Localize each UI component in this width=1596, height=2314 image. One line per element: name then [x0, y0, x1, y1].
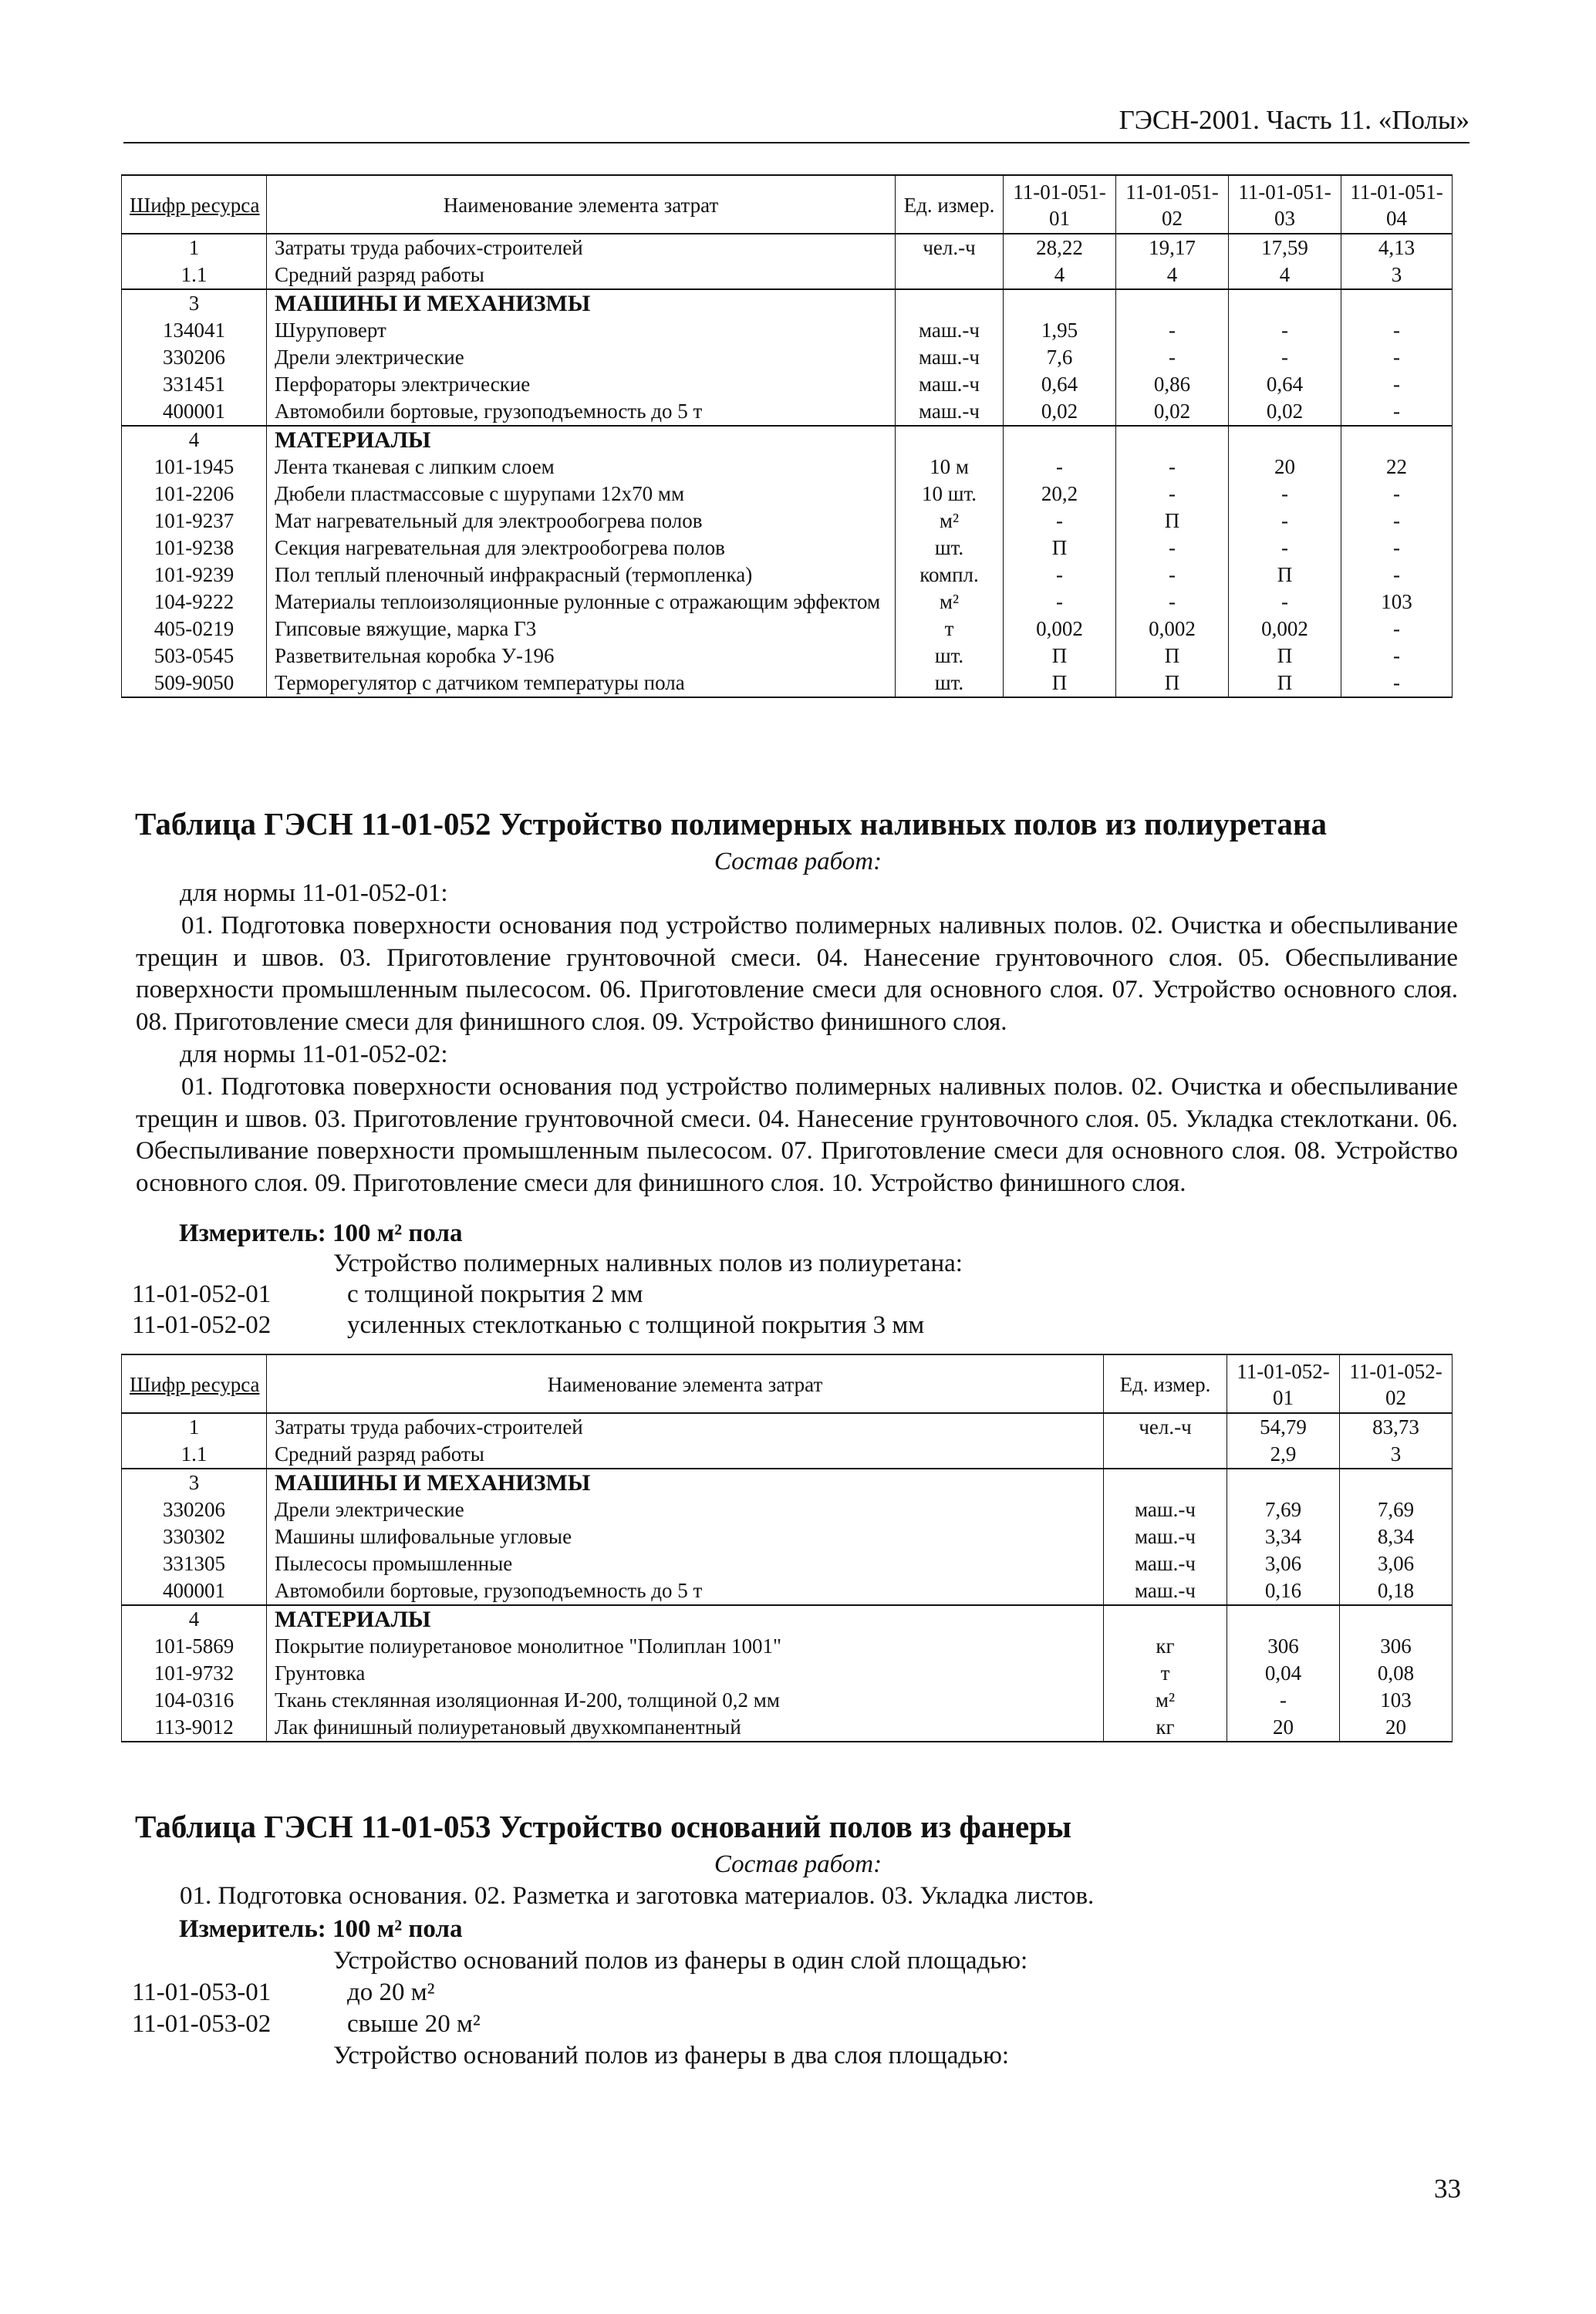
norm-value: -: [1341, 398, 1453, 426]
norm-value: П: [1116, 670, 1229, 697]
resource-code: 503-0545: [122, 643, 267, 670]
norm-value: П: [1004, 535, 1116, 562]
norm-value: [1340, 1469, 1453, 1496]
resource-name: Покрытие полиуретановое монолитное "Полиплан 1001": [267, 1633, 1104, 1660]
resource-name: МАШИНЫ И МЕХАНИЗМЫ: [267, 1469, 1104, 1496]
resource-name: Дрели электрические: [267, 1496, 1104, 1523]
col-header-code: Шифр ресурса: [122, 1354, 267, 1413]
resource-name: Грунтовка: [267, 1660, 1104, 1687]
resource-unit: маш.-ч: [1104, 1523, 1227, 1550]
norm-value: П: [1229, 562, 1341, 589]
norm-value: П: [1004, 643, 1116, 670]
resource-name: Средний разряд работы: [267, 1441, 1104, 1469]
resource-code: 1: [122, 1413, 267, 1441]
norm-description: усиленных стеклотканью с толщиной покрытия 3 мм: [347, 1311, 925, 1339]
norm-value: 4: [1116, 261, 1229, 289]
resource-name: МАТЕРИАЛЫ: [267, 426, 896, 454]
table-row: [122, 589, 1453, 616]
resource-name: Пол теплый пленочный инфракрасный (термопленка): [267, 562, 896, 589]
work-composition-text: 01. Подготовка поверхности основания под устройство полимерных наливных полов. 02. Очистка и обеспыливание трещин и швов. 03. Приготовление грунтовочной смеси. 04. Нанесение грунтовочного слоя. 05. Обеспыливание поверхности промышленным пылесосом. 06. Приготовление смеси для основного слоя. 07. Устройство основного слоя. 08. Приготовление смеси для финишного слоя. 09. Устройство финишного слоя.: [136, 912, 1458, 1036]
table-row: [122, 344, 1453, 371]
resource-name: МАТЕРИАЛЫ: [267, 1605, 1104, 1633]
norm-label: для нормы 11-01-052-01:: [180, 879, 448, 907]
resource-code: 101-9239: [122, 562, 267, 589]
table-row: [122, 289, 1453, 317]
col-header-name: Наименование элемента затрат: [267, 175, 896, 234]
resource-code: 101-5869: [122, 1633, 267, 1660]
norm-value: -: [1341, 670, 1453, 697]
table-row: [122, 508, 1453, 535]
running-header: ГЭСН-2001. Часть 11. «Полы»: [123, 103, 1469, 143]
norm-code: 11-01-052-02: [132, 1311, 272, 1339]
norm-value: 83,73: [1340, 1413, 1453, 1441]
norm-value: 103: [1341, 589, 1453, 616]
norm-value: 0,02: [1229, 398, 1341, 426]
resource-code: 3: [122, 289, 267, 317]
table-row: [122, 398, 1453, 426]
norm-value: [1004, 426, 1116, 454]
norm-value: -: [1116, 481, 1229, 508]
resource-unit: компл.: [896, 562, 1004, 589]
page-number: 33: [1434, 2174, 1461, 2204]
norm-value: [1116, 426, 1229, 454]
table-row: [122, 1550, 1453, 1577]
resource-code: 330302: [122, 1523, 267, 1550]
norm-value: -: [1341, 317, 1453, 344]
norm-value: 103: [1340, 1687, 1453, 1714]
norm-value: 3: [1340, 1441, 1453, 1469]
col-header-unit: Ед. измер.: [896, 175, 1004, 234]
norm-value: -: [1004, 562, 1116, 589]
resource-code: 405-0219: [122, 616, 267, 643]
norm-value: -: [1341, 616, 1453, 643]
norm-value: П: [1229, 643, 1341, 670]
norm-value: 0,08: [1340, 1660, 1453, 1687]
measure-label: Измеритель:: [179, 1915, 326, 1943]
norm-value: 0,002: [1229, 616, 1341, 643]
table-row: [122, 426, 1453, 454]
section-title-053: Таблица ГЭСН 11-01-053 Устройство оснований полов из фанеры: [135, 1809, 1071, 1844]
resource-unit: чел.-ч: [896, 234, 1004, 261]
norm-value: 17,59: [1229, 234, 1341, 261]
resource-name: Дрели электрические: [267, 344, 896, 371]
norm-value: -: [1004, 589, 1116, 616]
subtitle: Устройство оснований полов из фанеры в два слоя площадью:: [333, 2042, 1010, 2069]
norm-value: 28,22: [1004, 234, 1116, 261]
norm-value: [1227, 1605, 1340, 1633]
resource-name: Автомобили бортовые, грузоподъемность до 5 т: [267, 1577, 1104, 1605]
resource-name: Шуруповерт: [267, 317, 896, 344]
resource-unit: чел.-ч: [1104, 1413, 1227, 1441]
col-header-norm: 11-01-051-01: [1004, 175, 1116, 234]
resource-unit: [1104, 1469, 1227, 1496]
resource-name: Автомобили бортовые, грузоподъемность до 5 т: [267, 398, 896, 426]
norm-value: 19,17: [1116, 234, 1229, 261]
resource-code: 4: [122, 1605, 267, 1633]
resource-code: 113-9012: [122, 1714, 267, 1742]
resource-code: 101-9238: [122, 535, 267, 562]
table-body: [122, 234, 1453, 697]
resource-code: 101-9237: [122, 508, 267, 535]
measure-line: [179, 1913, 462, 1945]
resource-code: 400001: [122, 1577, 267, 1605]
resource-name: МАШИНЫ И МЕХАНИЗМЫ: [267, 289, 896, 317]
norm-value: -: [1229, 508, 1341, 535]
norm-value: 22: [1341, 454, 1453, 481]
measure-value: 100 м² пола: [332, 1915, 463, 1943]
table-row: [122, 1714, 1453, 1742]
norm-code: 11-01-052-01: [132, 1280, 272, 1308]
resource-name: Машины шлифовальные угловые: [267, 1523, 1104, 1550]
table-row: [122, 1413, 1453, 1441]
norm-value: 20,2: [1004, 481, 1116, 508]
norm-value: -: [1116, 535, 1229, 562]
subtitle: Устройство оснований полов из фанеры в один слой площадью:: [333, 1947, 1028, 1975]
resource-code: 400001: [122, 398, 267, 426]
resource-code: 101-9732: [122, 1660, 267, 1687]
norm-description: свыше 20 м²: [347, 2010, 481, 2038]
norm-value: -: [1341, 344, 1453, 371]
norm-value: 4: [1004, 261, 1116, 289]
resource-name: Дюбели пластмассовые с шурупами 12х70 мм: [267, 481, 896, 508]
norm-value: -: [1341, 562, 1453, 589]
norm-value: 3,06: [1227, 1550, 1340, 1577]
resource-code: 330206: [122, 1496, 267, 1523]
norm-value: -: [1116, 454, 1229, 481]
norm-value: 4,13: [1341, 234, 1453, 261]
work-composition-text: 01. Подготовка поверхности основания под устройство полимерных наливных полов. 02. Очистка и обеспыливание трещин и швов. 03. Приготовление грунтовочной смеси. 04. Нанесение грунтовочного слоя. 05. Укладка стеклоткани. 06. Обеспыливание поверхности промышленным пылесосом. 07. Приготовление смеси для основного слоя. 08. Устройство основного слоя. 09. Приготовление смеси для финишного слоя. 10. Устройство финишного слоя.: [136, 1073, 1458, 1197]
norm-value: 0,04: [1227, 1660, 1340, 1687]
resource-code: 101-2206: [122, 481, 267, 508]
resource-code: 4: [122, 426, 267, 454]
norm-value: -: [1341, 535, 1453, 562]
norm-value: 306: [1340, 1633, 1453, 1660]
resource-table-052: [121, 1354, 1453, 1742]
section-title-052: Таблица ГЭСН 11-01-052 Устройство полимерных наливных полов из полиуретана: [135, 806, 1328, 842]
table-row: [122, 1469, 1453, 1496]
norm-value: -: [1116, 562, 1229, 589]
table-row: [122, 454, 1453, 481]
norm-value: -: [1229, 589, 1341, 616]
norm-value: 0,86: [1116, 371, 1229, 398]
norm-value: 20: [1227, 1714, 1340, 1742]
norm-value: -: [1004, 508, 1116, 535]
measure-line: [179, 1217, 462, 1250]
norm-value: 0,18: [1340, 1577, 1453, 1605]
resource-unit: шт.: [896, 535, 1004, 562]
resource-unit: маш.-ч: [896, 398, 1004, 426]
norm-value: 8,34: [1340, 1523, 1453, 1550]
norm-value: П: [1229, 670, 1341, 697]
resource-name: Лак финишный полиуретановый двухкомпанентный: [267, 1714, 1104, 1742]
resource-name: Затраты труда рабочих-строителей: [267, 234, 896, 261]
norm-value: -: [1116, 317, 1229, 344]
norm-value: 1,95: [1004, 317, 1116, 344]
resource-name: Терморегулятор с датчиком температуры пола: [267, 670, 896, 697]
norm-value: П: [1116, 643, 1229, 670]
norm-value: [1116, 289, 1229, 317]
resource-unit: т: [1104, 1660, 1227, 1687]
norm-value: 54,79: [1227, 1413, 1340, 1441]
norm-value: 0,002: [1116, 616, 1229, 643]
resource-code: 3: [122, 1469, 267, 1496]
resource-code: 1.1: [122, 1441, 267, 1469]
resource-unit: кг: [1104, 1633, 1227, 1660]
resource-code: 509-9050: [122, 670, 267, 697]
norm-value: -: [1229, 535, 1341, 562]
table-row: [122, 1605, 1453, 1633]
norm-code: 11-01-053-02: [132, 2010, 272, 2038]
norm-value: [1227, 1469, 1340, 1496]
norm-value: [1341, 289, 1453, 317]
resource-code: 104-0316: [122, 1687, 267, 1714]
table-row: [122, 562, 1453, 589]
resource-unit: шт.: [896, 670, 1004, 697]
norm-value: 306: [1227, 1633, 1340, 1660]
resource-code: 1.1: [122, 261, 267, 289]
resource-unit: 10 м: [896, 454, 1004, 481]
resource-name: Перфораторы электрические: [267, 371, 896, 398]
resource-name: Разветвительная коробка У-196: [267, 643, 896, 670]
norm-value: -: [1116, 344, 1229, 371]
measure-label: Измеритель:: [179, 1219, 326, 1247]
resource-name: Пылесосы промышленные: [267, 1550, 1104, 1577]
col-header-unit: Ед. измер.: [1104, 1354, 1227, 1413]
resource-unit: м²: [1104, 1687, 1227, 1714]
resource-unit: 10 шт.: [896, 481, 1004, 508]
norm-value: 7,69: [1227, 1496, 1340, 1523]
resource-name: Мат нагревательный для электрообогрева полов: [267, 508, 896, 535]
norm-value: -: [1229, 317, 1341, 344]
norm-value: 7,6: [1004, 344, 1116, 371]
work-composition-text: 01. Подготовка основания. 02. Разметка и заготовка материалов. 03. Укладка листов.: [180, 1882, 1095, 1910]
resource-code: 331305: [122, 1550, 267, 1577]
norm-value: -: [1341, 371, 1453, 398]
norm-value: 20: [1340, 1714, 1453, 1742]
measure-value: 100 м² пола: [332, 1219, 463, 1247]
norm-value: 0,02: [1116, 398, 1229, 426]
resource-code: 104-9222: [122, 589, 267, 616]
norm-value: 2,9: [1227, 1441, 1340, 1469]
norm-value: -: [1229, 344, 1341, 371]
table-row: [122, 1633, 1453, 1660]
resource-unit: маш.-ч: [1104, 1550, 1227, 1577]
norm-value: П: [1116, 508, 1229, 535]
resource-unit: [1104, 1441, 1227, 1469]
resource-name: Материалы теплоизоляционные рулонные с отражающим эффектом: [267, 589, 896, 616]
norm-value: -: [1341, 643, 1453, 670]
table-row: [122, 317, 1453, 344]
norm-value: [1229, 426, 1341, 454]
resource-name: Ткань стеклянная изоляционная И-200, толщиной 0,2 мм: [267, 1687, 1104, 1714]
norm-value: -: [1116, 589, 1229, 616]
composition-label: Состав работ:: [714, 1850, 882, 1878]
norm-value: -: [1227, 1687, 1340, 1714]
norm-value: 4: [1229, 261, 1341, 289]
resource-unit: т: [896, 616, 1004, 643]
resource-name: Затраты труда рабочих-строителей: [267, 1413, 1104, 1441]
resource-name: Гипсовые вяжущие, марка Г3: [267, 616, 896, 643]
norm-code: 11-01-053-01: [132, 1978, 272, 2006]
resource-code: 1: [122, 234, 267, 261]
resource-table-051: [121, 174, 1453, 698]
table-header-row: [122, 1354, 1453, 1413]
col-header-norm: 11-01-051-03: [1229, 175, 1341, 234]
table-row: [122, 481, 1453, 508]
resource-code: 330206: [122, 344, 267, 371]
table-row: [122, 1523, 1453, 1550]
table-row: [122, 1496, 1453, 1523]
resource-unit: маш.-ч: [896, 371, 1004, 398]
norm-value: 20: [1229, 454, 1341, 481]
col-header-name: Наименование элемента затрат: [267, 1354, 1104, 1413]
table-row: [122, 1441, 1453, 1469]
table-row: [122, 1577, 1453, 1605]
norm-description: с толщиной покрытия 2 мм: [347, 1280, 643, 1308]
norm-value: 0,16: [1227, 1577, 1340, 1605]
norm-value: 3,34: [1227, 1523, 1340, 1550]
resource-unit: [1104, 1605, 1227, 1633]
table-body: [122, 1413, 1453, 1742]
resource-name: Средний разряд работы: [267, 261, 896, 289]
resource-code: 134041: [122, 317, 267, 344]
norm-value: [1229, 289, 1341, 317]
norm-value: -: [1004, 454, 1116, 481]
table-row: [122, 261, 1453, 289]
norm-value: 3,06: [1340, 1550, 1453, 1577]
resource-unit: маш.-ч: [1104, 1496, 1227, 1523]
norm-value: 0,002: [1004, 616, 1116, 643]
resource-unit: [896, 289, 1004, 317]
resource-name: Секция нагревательная для электрообогрева полов: [267, 535, 896, 562]
norm-value: -: [1341, 481, 1453, 508]
table-row: [122, 643, 1453, 670]
norm-value: -: [1229, 481, 1341, 508]
resource-unit: м²: [896, 508, 1004, 535]
table-row: [122, 371, 1453, 398]
norm-description: до 20 м²: [347, 1978, 435, 2006]
resource-unit: [896, 261, 1004, 289]
norm-value: [1341, 426, 1453, 454]
table-row: [122, 616, 1453, 643]
resource-code: 101-1945: [122, 454, 267, 481]
resource-unit: маш.-ч: [1104, 1577, 1227, 1605]
norm-value: 0,64: [1004, 371, 1116, 398]
norm-value: 0,64: [1229, 371, 1341, 398]
norm-value: -: [1341, 508, 1453, 535]
composition-label: Состав работ:: [714, 848, 882, 875]
resource-unit: маш.-ч: [896, 344, 1004, 371]
norm-value: 0,02: [1004, 398, 1116, 426]
norm-value: 3: [1341, 261, 1453, 289]
resource-unit: кг: [1104, 1714, 1227, 1742]
resource-unit: маш.-ч: [896, 317, 1004, 344]
norm-value: 7,69: [1340, 1496, 1453, 1523]
resource-unit: [896, 426, 1004, 454]
resource-code: 331451: [122, 371, 267, 398]
table-row: [122, 1687, 1453, 1714]
table-row: [122, 1660, 1453, 1687]
col-header-norm: 11-01-052-02: [1340, 1354, 1453, 1413]
table-row: [122, 535, 1453, 562]
col-header-norm: 11-01-051-02: [1116, 175, 1229, 234]
table-row: [122, 234, 1453, 261]
norm-label: для нормы 11-01-052-02:: [180, 1041, 448, 1068]
col-header-norm: 11-01-051-04: [1341, 175, 1453, 234]
col-header-norm: 11-01-052-01: [1227, 1354, 1340, 1413]
resource-name: Лента тканевая с липким слоем: [267, 454, 896, 481]
norm-value: [1004, 289, 1116, 317]
norm-value: П: [1004, 670, 1116, 697]
resource-unit: шт.: [896, 643, 1004, 670]
col-header-code: Шифр ресурса: [122, 175, 267, 234]
norm-value: [1340, 1605, 1453, 1633]
subtitle: Устройство полимерных наливных полов из полиуретана:: [333, 1250, 963, 1277]
table-header-row: [122, 175, 1453, 234]
table-row: [122, 670, 1453, 697]
resource-unit: м²: [896, 589, 1004, 616]
